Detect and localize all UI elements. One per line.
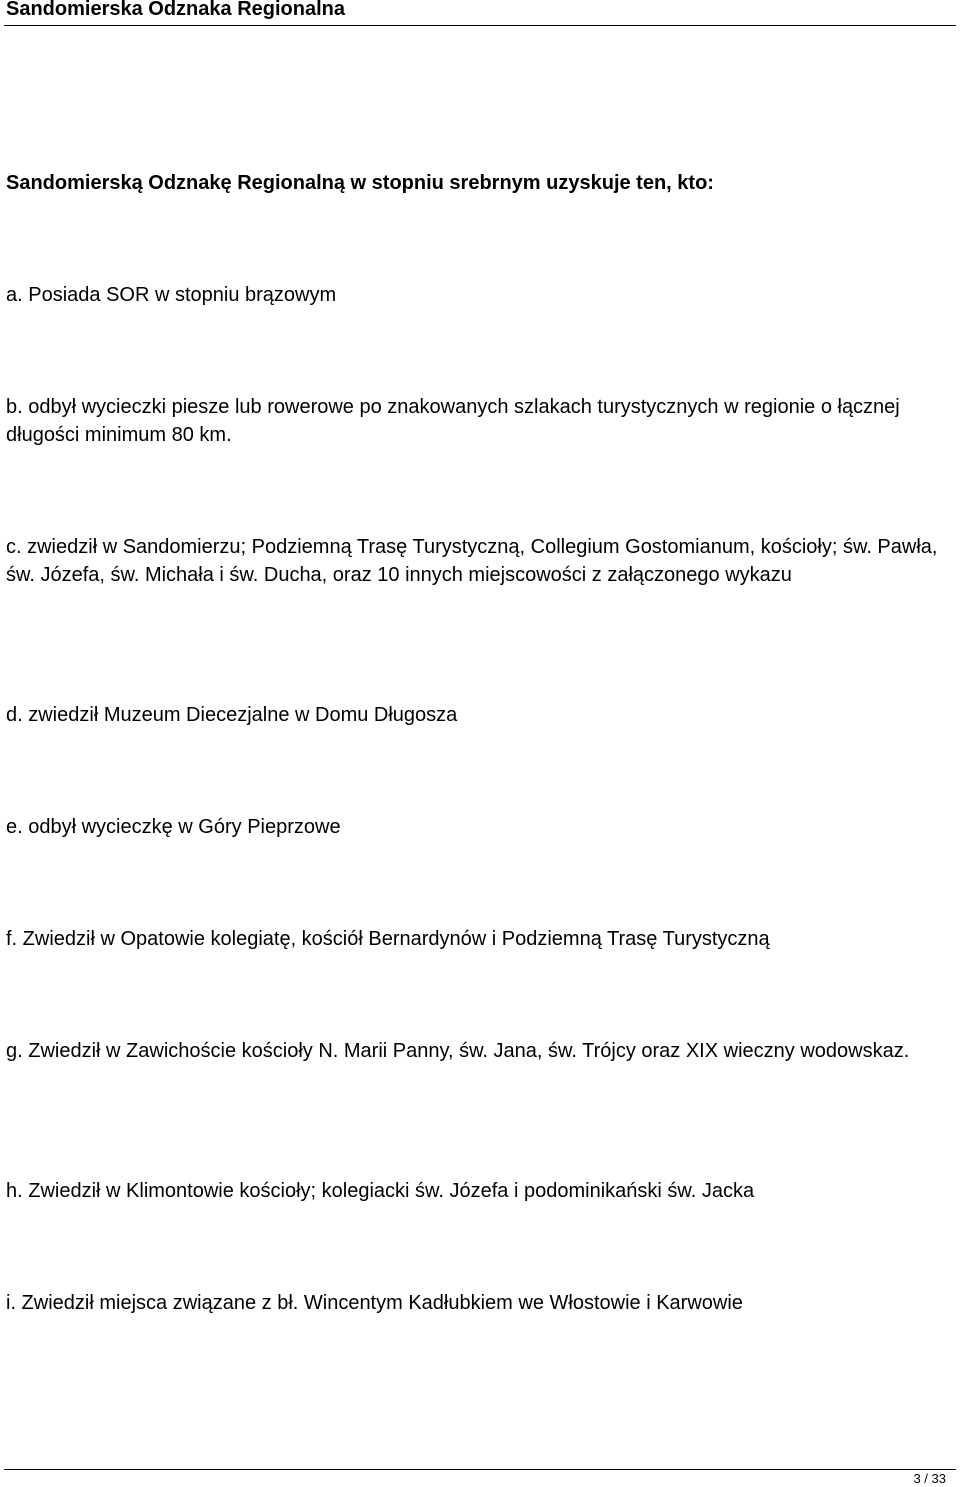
requirement-item-d: d. zwiedził Muzeum Diecezjalne w Domu Długosza <box>6 704 458 726</box>
requirement-item-g: g. Zwiedził w Zawichoście kościoły N. Marii Panny, św. Jana, św. Trójcy oraz XIX wieczny wodowskaz. <box>6 1040 910 1062</box>
requirement-item-b: b. odbył wycieczki piesze lub rowerowe po znakowanych szlakach turystycznych w regionie o łącznej długości minimum 80 km. <box>6 396 900 446</box>
requirement-item-e: e. odbył wycieczkę w Góry Pieprzowe <box>6 816 341 838</box>
footer-divider <box>4 1469 956 1470</box>
page-number: 3 / 33 <box>913 1471 946 1486</box>
requirement-item-c: c. zwiedził w Sandomierzu; Podziemną Trasę Turystyczną, Collegium Gostomianum, kościoły; św. Pawła, św. Józefa, św. Michała i św. Ducha, oraz 10 innych miejscowości z załączonego wykazu <box>6 536 938 586</box>
document-header-title: Sandomierska Odznaka Regionalna <box>6 0 345 20</box>
requirement-item-i: i. Zwiedził miejsca związane z bł. Wincentym Kadłubkiem we Włostowie i Karwowie <box>6 1292 743 1314</box>
requirement-item-h: h. Zwiedził w Klimontowie kościoły; kolegiacki św. Józefa i podominikański św. Jacka <box>6 1180 755 1202</box>
requirement-item-a: a. Posiada SOR w stopniu brązowym <box>6 284 337 306</box>
header-divider <box>4 25 956 26</box>
section-heading: Sandomierską Odznakę Regionalną w stopniu srebrnym uzyskuje ten, kto: <box>6 172 714 194</box>
requirement-item-f: f. Zwiedził w Opatowie kolegiatę, kościół Bernardynów i Podziemną Trasę Turystyczną <box>6 928 770 950</box>
